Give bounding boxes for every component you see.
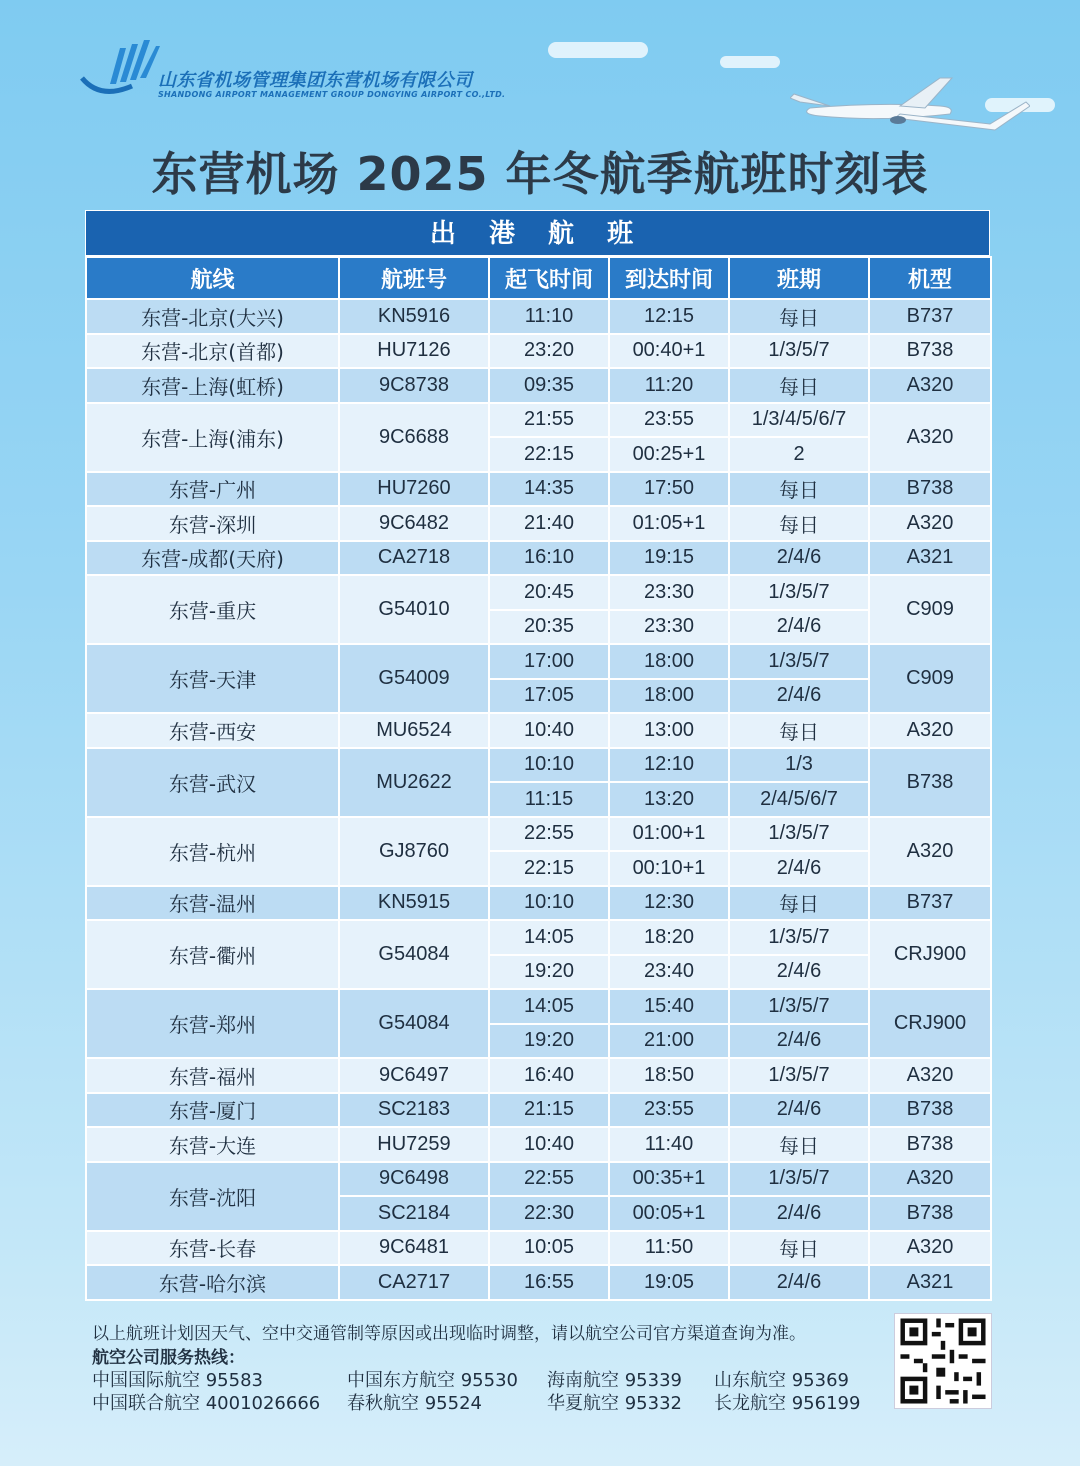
arrival-time-cell: 15:40 — [609, 989, 729, 1024]
table-row — [86, 1162, 991, 1197]
table-row — [86, 403, 991, 438]
arrival-time-cell: 19:15 — [609, 541, 729, 576]
flight-number-cell: SC2183 — [339, 1093, 489, 1128]
aircraft-cell: B738 — [869, 472, 991, 507]
route-cell: 东营-衢州 — [86, 920, 339, 989]
aircraft-cell: B738 — [869, 1127, 991, 1162]
arrival-time-cell: 23:55 — [609, 403, 729, 438]
departure-time-cell: 14:05 — [489, 920, 609, 955]
aircraft-cell: A320 — [869, 713, 991, 748]
aircraft-cell: A320 — [869, 1231, 991, 1266]
schedule-days-cell: 1/3/5/7 — [729, 817, 869, 852]
arrival-time-cell: 23:55 — [609, 1093, 729, 1128]
schedule-days-cell: 2/4/6 — [729, 1093, 869, 1128]
route-cell: 东营-哈尔滨 — [86, 1265, 339, 1300]
schedule-days-cell: 1/3/5/7 — [729, 1058, 869, 1093]
departure-time-cell: 16:55 — [489, 1265, 609, 1300]
route-cell: 东营-杭州 — [86, 817, 339, 886]
schedule-days-cell: 1/3/5/7 — [729, 920, 869, 955]
table-row — [86, 644, 991, 679]
table-row — [86, 748, 991, 783]
flight-number-cell: HU7259 — [339, 1127, 489, 1162]
schedule-days-cell: 2/4/6 — [729, 1196, 869, 1231]
departure-time-cell: 14:35 — [489, 472, 609, 507]
arrival-time-cell: 01:05+1 — [609, 506, 729, 541]
flight-number-cell: CA2718 — [339, 541, 489, 576]
flight-number-cell: 9C6497 — [339, 1058, 489, 1093]
schedule-days-cell: 每日 — [729, 886, 869, 921]
schedule-days-cell: 每日 — [729, 1231, 869, 1266]
aircraft-cell: B738 — [869, 334, 991, 369]
schedule-days-cell: 2/4/6 — [729, 851, 869, 886]
route-cell: 东营-西安 — [86, 713, 339, 748]
hotline-item: 海南航空 95339 — [547, 1370, 682, 1391]
table-row — [86, 1127, 991, 1162]
schedule-days-cell: 1/3/5/7 — [729, 575, 869, 610]
departure-time-cell: 11:15 — [489, 782, 609, 817]
departure-time-cell: 11:10 — [489, 299, 609, 334]
arrival-time-cell: 23:30 — [609, 610, 729, 645]
route-cell: 东营-北京(大兴) — [86, 299, 339, 334]
departure-time-cell: 23:20 — [489, 334, 609, 369]
section-header-departures: 出 港 航 班 — [85, 210, 990, 256]
flight-number-cell: MU2622 — [339, 748, 489, 817]
arrival-time-cell: 18:00 — [609, 644, 729, 679]
departure-time-cell: 16:40 — [489, 1058, 609, 1093]
aircraft-cell: B738 — [869, 748, 991, 817]
arrival-time-cell: 18:50 — [609, 1058, 729, 1093]
flight-number-cell: G54009 — [339, 644, 489, 713]
column-header-arrival: 到达时间 — [609, 257, 729, 299]
departure-time-cell: 22:15 — [489, 437, 609, 472]
table-row — [86, 334, 991, 369]
schedule-days-cell: 1/3/5/7 — [729, 989, 869, 1024]
hotline-item: 长龙航空 956199 — [714, 1393, 861, 1414]
cloud-decoration — [720, 56, 780, 68]
arrival-time-cell: 12:15 — [609, 299, 729, 334]
arrival-time-cell: 21:00 — [609, 1024, 729, 1059]
schedule-days-cell: 2/4/6 — [729, 1265, 869, 1300]
schedule-days-cell: 1/3/4/5/6/7 — [729, 403, 869, 438]
schedule-days-cell: 每日 — [729, 1127, 869, 1162]
route-cell: 东营-郑州 — [86, 989, 339, 1058]
arrival-time-cell: 12:10 — [609, 748, 729, 783]
schedule-body — [86, 299, 991, 1300]
departure-time-cell: 10:40 — [489, 1127, 609, 1162]
column-header-schedule: 班期 — [729, 257, 869, 299]
table-row — [86, 1058, 991, 1093]
route-cell: 东营-重庆 — [86, 575, 339, 644]
flight-number-cell: G54084 — [339, 989, 489, 1058]
route-cell: 东营-厦门 — [86, 1093, 339, 1128]
schedule-days-cell: 2/4/6 — [729, 610, 869, 645]
aircraft-cell: CRJ900 — [869, 920, 991, 989]
column-header-departure: 起飞时间 — [489, 257, 609, 299]
departure-time-cell: 19:20 — [489, 955, 609, 990]
aircraft-cell: B738 — [869, 1093, 991, 1128]
table-row — [86, 541, 991, 576]
route-cell: 东营-天津 — [86, 644, 339, 713]
table-row — [86, 713, 991, 748]
route-cell: 东营-沈阳 — [86, 1162, 339, 1231]
arrival-time-cell: 18:20 — [609, 920, 729, 955]
arrival-time-cell: 19:05 — [609, 1265, 729, 1300]
column-header-route: 航线 — [86, 257, 339, 299]
schedule-days-cell: 2/4/5/6/7 — [729, 782, 869, 817]
schedule-days-cell: 2 — [729, 437, 869, 472]
flight-number-cell: HU7126 — [339, 334, 489, 369]
arrival-time-cell: 00:25+1 — [609, 437, 729, 472]
departure-time-cell: 16:10 — [489, 541, 609, 576]
aircraft-cell: A321 — [869, 541, 991, 576]
route-cell: 东营-广州 — [86, 472, 339, 507]
departure-time-cell: 10:10 — [489, 886, 609, 921]
departure-time-cell: 21:15 — [489, 1093, 609, 1128]
departure-time-cell: 21:55 — [489, 403, 609, 438]
hotline-item: 中国国际航空 95583 — [92, 1370, 263, 1391]
flight-number-cell: 9C6481 — [339, 1231, 489, 1266]
arrival-time-cell: 11:20 — [609, 368, 729, 403]
schedule-days-cell: 1/3/5/7 — [729, 1162, 869, 1197]
arrival-time-cell: 13:20 — [609, 782, 729, 817]
company-name-cn: 山东省机场管理集团东营机场有限公司 — [158, 70, 473, 91]
footer-note: 以上航班计划因天气、空中交通管制等原因或出现临时调整，请以航空公司官方渠道查询为准。 — [92, 1324, 806, 1344]
arrival-time-cell: 23:30 — [609, 575, 729, 610]
schedule-days-cell: 1/3/5/7 — [729, 334, 869, 369]
cloud-decoration — [548, 42, 648, 58]
departure-time-cell: 14:05 — [489, 989, 609, 1024]
route-cell: 东营-北京(首都) — [86, 334, 339, 369]
flight-number-cell: MU6524 — [339, 713, 489, 748]
table-row — [86, 1093, 991, 1128]
aircraft-cell: C909 — [869, 575, 991, 644]
hotline-item: 中国联合航空 4001026666 — [92, 1393, 321, 1414]
arrival-time-cell: 00:40+1 — [609, 334, 729, 369]
departure-time-cell: 22:30 — [489, 1196, 609, 1231]
flight-schedule-table — [85, 210, 990, 1301]
departure-time-cell: 22:55 — [489, 1162, 609, 1197]
table-row — [86, 368, 991, 403]
route-cell: 东营-上海(虹桥) — [86, 368, 339, 403]
departure-time-cell: 19:20 — [489, 1024, 609, 1059]
arrival-time-cell: 01:00+1 — [609, 817, 729, 852]
route-cell: 东营-上海(浦东) — [86, 403, 339, 472]
departure-time-cell: 20:35 — [489, 610, 609, 645]
route-cell: 东营-大连 — [86, 1127, 339, 1162]
arrival-time-cell: 11:50 — [609, 1231, 729, 1266]
arrival-time-cell: 00:10+1 — [609, 851, 729, 886]
hotline-label: 航空公司服务热线： — [92, 1348, 245, 1368]
schedule-days-cell: 2/4/6 — [729, 955, 869, 990]
departure-time-cell: 10:10 — [489, 748, 609, 783]
flight-number-cell: KN5915 — [339, 886, 489, 921]
route-cell: 东营-深圳 — [86, 506, 339, 541]
aircraft-cell: A320 — [869, 506, 991, 541]
aircraft-cell: A320 — [869, 1058, 991, 1093]
qr-code-icon[interactable] — [894, 1313, 992, 1409]
aircraft-cell: C909 — [869, 644, 991, 713]
flight-number-cell: 9C6498 — [339, 1162, 489, 1197]
aircraft-cell: A321 — [869, 1265, 991, 1300]
table-row — [86, 506, 991, 541]
table-row — [86, 575, 991, 610]
flight-number-cell: G54010 — [339, 575, 489, 644]
table-row — [86, 472, 991, 507]
flight-number-cell: 9C8738 — [339, 368, 489, 403]
table-row — [86, 1265, 991, 1300]
table-row — [86, 299, 991, 334]
schedule-table — [85, 256, 992, 1301]
table-row — [86, 989, 991, 1024]
departure-time-cell: 20:45 — [489, 575, 609, 610]
column-header-flight: 航班号 — [339, 257, 489, 299]
arrival-time-cell: 13:00 — [609, 713, 729, 748]
arrival-time-cell: 11:40 — [609, 1127, 729, 1162]
schedule-days-cell: 每日 — [729, 713, 869, 748]
departure-time-cell: 17:00 — [489, 644, 609, 679]
aircraft-cell: A320 — [869, 403, 991, 472]
flight-number-cell: G54084 — [339, 920, 489, 989]
company-name-en: SHANDONG AIRPORT MANAGEMENT GROUP DONGYING AIRPORT CO.,LTD. — [158, 90, 506, 99]
hotline-item: 春秋航空 95524 — [347, 1393, 482, 1414]
column-header-aircraft: 机型 — [869, 257, 991, 299]
table-row — [86, 1231, 991, 1266]
table-row — [86, 920, 991, 955]
arrival-time-cell: 17:50 — [609, 472, 729, 507]
arrival-time-cell: 00:35+1 — [609, 1162, 729, 1197]
departure-time-cell: 09:35 — [489, 368, 609, 403]
schedule-days-cell: 2/4/6 — [729, 541, 869, 576]
departure-time-cell: 10:40 — [489, 713, 609, 748]
departure-time-cell: 22:15 — [489, 851, 609, 886]
schedule-days-cell: 2/4/6 — [729, 679, 869, 714]
arrival-time-cell: 23:40 — [609, 955, 729, 990]
flight-number-cell: HU7260 — [339, 472, 489, 507]
schedule-days-cell: 2/4/6 — [729, 1024, 869, 1059]
route-cell: 东营-武汉 — [86, 748, 339, 817]
flight-number-cell: 9C6482 — [339, 506, 489, 541]
flight-number-cell: SC2184 — [339, 1196, 489, 1231]
departure-time-cell: 17:05 — [489, 679, 609, 714]
aircraft-cell: B738 — [869, 1196, 991, 1231]
flight-number-cell: CA2717 — [339, 1265, 489, 1300]
aircraft-cell: B737 — [869, 886, 991, 921]
arrival-time-cell: 18:00 — [609, 679, 729, 714]
schedule-days-cell: 每日 — [729, 368, 869, 403]
aircraft-cell: A320 — [869, 817, 991, 886]
page-title: 东营机场 2025 年冬航季航班时刻表 — [151, 147, 929, 201]
departure-time-cell: 22:55 — [489, 817, 609, 852]
route-cell: 东营-温州 — [86, 886, 339, 921]
hotline-item: 中国东方航空 95530 — [347, 1370, 518, 1391]
table-row — [86, 886, 991, 921]
arrival-time-cell: 00:05+1 — [609, 1196, 729, 1231]
aircraft-cell: B737 — [869, 299, 991, 334]
route-cell: 东营-长春 — [86, 1231, 339, 1266]
schedule-days-cell: 每日 — [729, 506, 869, 541]
airport-logo-icon — [80, 38, 160, 100]
schedule-days-cell: 每日 — [729, 299, 869, 334]
arrival-time-cell: 12:30 — [609, 886, 729, 921]
table-row — [86, 817, 991, 852]
hotline-item: 华夏航空 95332 — [547, 1393, 682, 1414]
departure-time-cell: 10:05 — [489, 1231, 609, 1266]
aircraft-cell: CRJ900 — [869, 989, 991, 1058]
aircraft-cell: A320 — [869, 368, 991, 403]
route-cell: 东营-福州 — [86, 1058, 339, 1093]
flight-number-cell: GJ8760 — [339, 817, 489, 886]
schedule-days-cell: 每日 — [729, 472, 869, 507]
airplane-icon — [790, 72, 1030, 134]
flight-number-cell: KN5916 — [339, 299, 489, 334]
schedule-days-cell: 1/3/5/7 — [729, 644, 869, 679]
hotline-item: 山东航空 95369 — [714, 1370, 849, 1391]
schedule-days-cell: 1/3 — [729, 748, 869, 783]
route-cell: 东营-成都(天府) — [86, 541, 339, 576]
aircraft-cell: A320 — [869, 1162, 991, 1197]
departure-time-cell: 21:40 — [489, 506, 609, 541]
flight-number-cell: 9C6688 — [339, 403, 489, 472]
